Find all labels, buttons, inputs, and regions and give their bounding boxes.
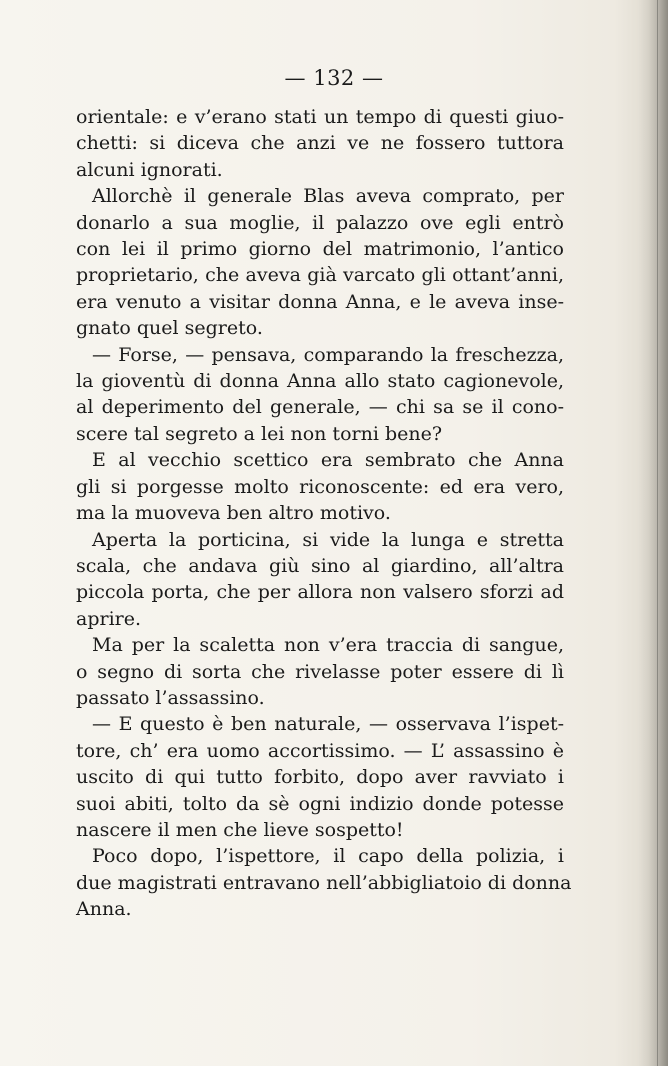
page-edge-shadow [638,0,668,1066]
text-line: scala, che andava giù sino al giardino, all’altra [76,554,564,577]
text-line: E al vecchio scettico era sembrato che Anna [92,449,564,472]
text-line: piccola porta, che per allora non valsero sforzi ad [76,581,564,604]
text-line: — Forse, — pensava, comparando la freschezza, [92,343,564,366]
text-line: due magistrati entravano nell’abbigliatoio di donna [76,871,572,894]
text-line: la gioventù di donna Anna allo stato cagionevole, [76,370,564,393]
text-line: scere tal segreto a lei non torni bene? [76,422,443,445]
page-number: — 132 — [284,66,384,90]
text-line: ma la muoveva ben altro motivo. [76,502,391,525]
text-line: aprire. [76,607,142,630]
text-line: tore, ch’ era uomo accortissimo. — L’ assassino è [76,739,564,762]
text-line: nascere il men che lieve sospetto! [76,818,404,841]
text-line: gli si porgesse molto riconoscente: ed era vero, [76,475,564,498]
text-line: gnato quel segreto. [76,317,263,340]
text-line: o segno di sorta che rivelasse poter essere di lì [76,660,564,683]
text-line: Poco dopo, l’ispettore, il capo della polizia, i [92,845,564,868]
page-edge-line [657,0,658,1066]
text-line: Allorchè il generale Blas aveva comprato, per [92,185,564,208]
body-text [76,104,572,923]
text-line: orientale: e v’erano stati un tempo di questi giuo- [76,106,564,128]
text-line: donarlo a sua moglie, il palazzo ove egli entrò [76,211,564,234]
text-line: suoi abiti, tolto da sè ogni indizio donde potesse [76,792,564,815]
text-line: proprietario, che aveva già varcato gli ottant’anni, [76,264,564,287]
text-line: — E questo è ben naturale, — osservava l’ispet- [92,713,564,736]
text-line: con lei il primo giorno del matrimonio, l’antico [76,238,564,261]
text-line: passato l’assassino. [76,686,265,709]
text-line: era venuto a visitar donna Anna, e le aveva inse- [76,290,564,313]
text-line: alcuni ignorati. [76,158,223,181]
text-line: Anna. [76,898,132,921]
text-line: chetti: si diceva che anzi ve ne fossero tuttora [76,132,564,155]
text-line: uscito di qui tutto forbito, dopo aver ravviato i [76,766,564,789]
text-line: Ma per la scaletta non v’era traccia di sangue, [92,634,564,657]
text-line: al deperimento del generale, — chi sa se il cono- [76,396,564,419]
text-line: Aperta la porticina, si vide la lunga e stretta [92,528,564,551]
